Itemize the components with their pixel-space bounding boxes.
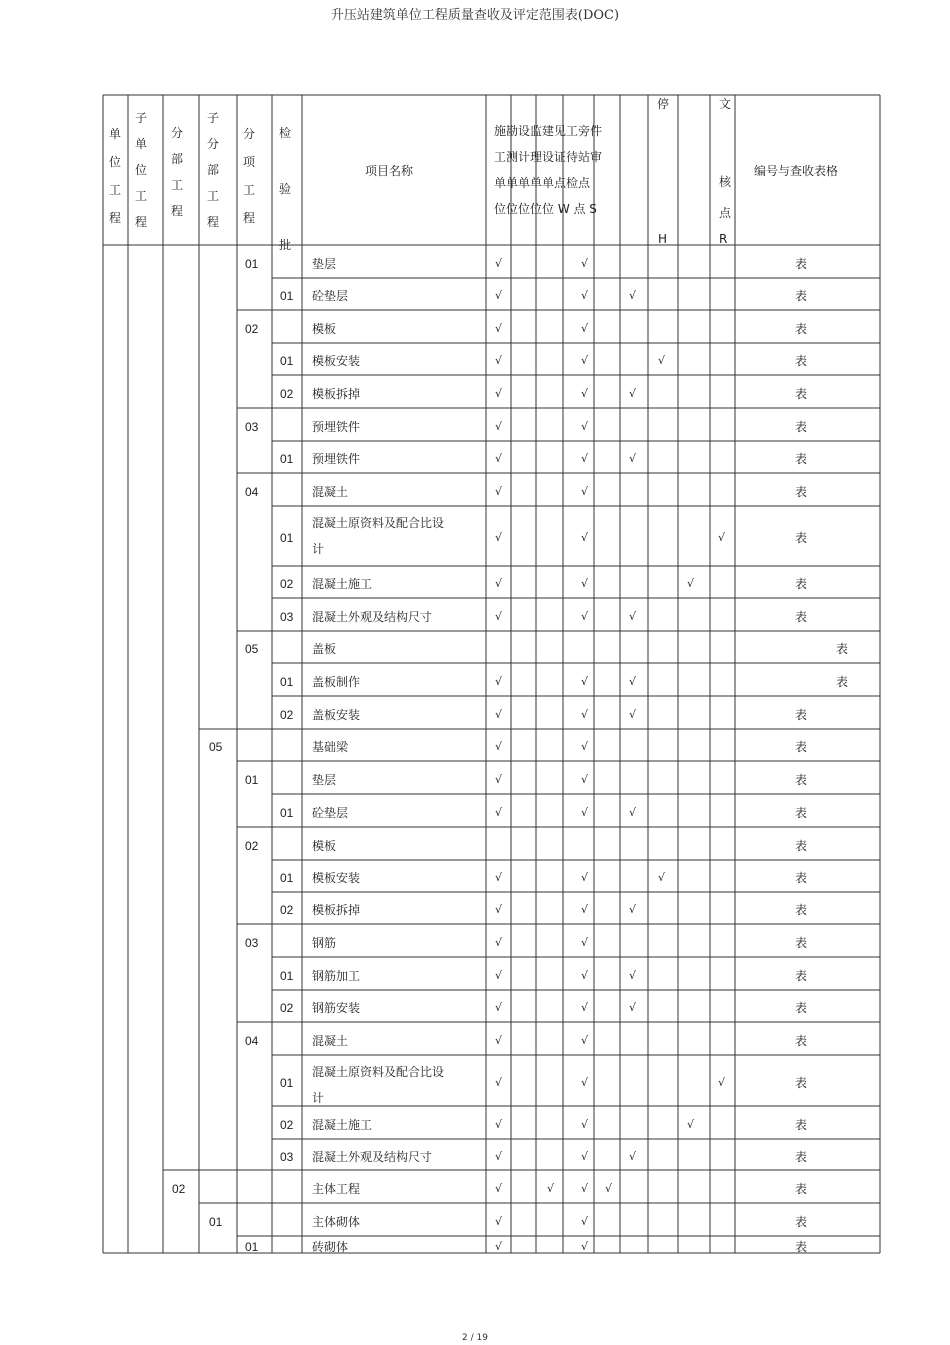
check-mark: √ [658, 354, 666, 367]
check-mark: √ [495, 484, 503, 498]
inspection-lot-code: 02 [280, 707, 294, 722]
header-sub-unit-project: 子单位工程 [134, 111, 147, 229]
form-ref: 表 [795, 419, 808, 434]
check-mark: √ [581, 354, 589, 367]
check-mark: √ [629, 1149, 637, 1163]
item-name: 盖板制作 [312, 674, 361, 689]
check-mark: √ [495, 707, 503, 721]
form-ref: 表 [795, 1239, 808, 1254]
item-name: 砼垫层 [312, 289, 349, 303]
header-parties-line4: 位位位位位 W 点 S [494, 202, 597, 216]
check-mark: √ [581, 674, 589, 688]
header-form: 编号与查收表格 [754, 164, 839, 178]
check-mark: √ [629, 903, 637, 916]
item-code: 04 [245, 1033, 259, 1048]
check-mark: √ [629, 452, 637, 465]
form-ref: 表 [795, 609, 808, 624]
header-inspection-lot: 检验批 [278, 126, 291, 252]
item-code: 05 [245, 642, 259, 656]
check-mark: √ [495, 805, 503, 819]
check-mark: √ [581, 1214, 589, 1228]
form-ref: 表 [836, 674, 849, 689]
inspection-lot-code: 01 [280, 289, 294, 303]
check-mark: √ [581, 772, 589, 786]
check-mark: √ [495, 1239, 503, 1253]
check-mark: √ [629, 386, 637, 400]
inspection-lot-code: 03 [280, 609, 294, 624]
form-ref: 表 [795, 772, 808, 787]
header-item: 分项工程 [242, 127, 255, 225]
check-mark: √ [718, 531, 726, 544]
header-unit-project: 单位工程 [108, 127, 121, 225]
check-mark: √ [495, 1181, 503, 1195]
check-mark: √ [495, 419, 503, 433]
item-name: 混凝土原资料及配合比设 [312, 516, 445, 530]
inspection-lot-code: 02 [280, 1001, 294, 1015]
header-parties-line2: 工测计理设证待站审 [494, 150, 603, 164]
item-name: 砼垫层 [312, 805, 349, 820]
check-mark: √ [581, 531, 589, 544]
form-ref: 表 [795, 1117, 808, 1132]
inspection-lot-code: 02 [280, 1117, 294, 1132]
check-mark: √ [581, 609, 589, 623]
form-ref: 表 [795, 354, 808, 368]
item-name: 混凝土 [312, 484, 349, 499]
item-name: 主体砌体 [312, 1214, 361, 1229]
form-ref: 表 [795, 1214, 808, 1229]
check-mark: √ [495, 1033, 503, 1047]
header-doc-review-bottom: R [719, 232, 728, 246]
check-mark: √ [629, 289, 637, 302]
item-code: 03 [245, 419, 259, 434]
form-ref: 表 [795, 871, 808, 885]
check-mark: √ [687, 1117, 695, 1131]
item-code: 03 [245, 935, 259, 950]
check-mark: √ [581, 386, 589, 400]
inspection-lot-code: 02 [280, 577, 294, 591]
check-mark: √ [581, 419, 589, 433]
item-name: 盖板 [312, 642, 337, 656]
item-name: 模板安装 [312, 354, 361, 368]
division-code: 02 [172, 1181, 186, 1196]
item-code: 01 [245, 1239, 259, 1254]
item-name: 混凝土外观及结构尺寸 [312, 609, 433, 624]
check-mark: √ [495, 609, 503, 623]
check-mark: √ [687, 577, 695, 590]
header-doc-review-mid1: 核 [719, 175, 732, 189]
check-mark: √ [581, 256, 589, 270]
form-ref: 表 [836, 642, 849, 656]
check-mark: √ [495, 1149, 503, 1163]
form-ref: 表 [795, 531, 808, 545]
item-name: 混凝土施工 [312, 1117, 373, 1132]
form-ref: 表 [795, 903, 808, 917]
item-name: 混凝土外观及结构尺寸 [312, 1149, 433, 1164]
check-mark: √ [495, 289, 503, 302]
item-name: 主体工程 [312, 1181, 361, 1196]
check-mark: √ [629, 805, 637, 819]
inspection-lot-code: 02 [280, 903, 294, 917]
header-parties-line3: 单单单单单点检点 [494, 176, 591, 190]
check-mark: √ [495, 674, 503, 688]
header-parties-line1: 施勘设监建见工旁件 [494, 124, 603, 138]
form-ref: 表 [795, 1149, 808, 1164]
check-mark: √ [495, 256, 503, 270]
check-mark: √ [495, 321, 503, 335]
check-mark: √ [629, 1001, 637, 1014]
form-ref: 表 [795, 577, 808, 591]
check-mark: √ [581, 871, 589, 884]
check-mark: √ [495, 1117, 503, 1131]
check-mark: √ [718, 1075, 726, 1089]
header-doc-review-top: 文 [719, 97, 732, 111]
check-mark: √ [495, 354, 503, 367]
check-mark: √ [495, 740, 503, 753]
check-mark: √ [581, 1075, 589, 1089]
inspection-lot-code: 01 [280, 1075, 294, 1090]
header-item-name: 项目名称 [365, 164, 414, 178]
form-ref: 表 [795, 321, 808, 336]
form-ref: 表 [795, 484, 808, 499]
header-division: 分部工程 [170, 126, 183, 218]
item-name: 砖砌体 [312, 1239, 349, 1254]
check-mark: √ [581, 805, 589, 819]
inspection-lot-code: 01 [280, 805, 294, 820]
check-mark: √ [581, 577, 589, 590]
check-mark: √ [495, 903, 503, 916]
item-name: 混凝土 [312, 1033, 349, 1048]
check-mark: √ [581, 1181, 589, 1195]
header-stop-point-bottom: H [658, 232, 668, 246]
check-mark: √ [495, 1214, 503, 1228]
header-sub-division: 子分部工程 [206, 111, 219, 229]
item-name: 钢筋加工 [312, 968, 361, 983]
item-name: 预埋铁件 [312, 419, 361, 434]
check-mark: √ [495, 386, 503, 400]
page-title: 升压站建筑单位工程质量查收及评定范围表(DOC) [330, 8, 620, 23]
form-ref: 表 [795, 805, 808, 820]
check-mark: √ [629, 609, 637, 623]
header-stop-point-top: 停 [657, 97, 670, 111]
item-name: 预埋铁件 [312, 452, 361, 466]
check-mark: √ [495, 871, 503, 884]
item-name: 混凝土原资料及配合比设 [312, 1065, 445, 1079]
check-mark: √ [581, 903, 589, 916]
check-mark: √ [581, 1001, 589, 1014]
item-code: 04 [245, 484, 259, 499]
check-mark: √ [495, 452, 503, 465]
check-mark: √ [581, 452, 589, 465]
check-mark: √ [581, 935, 589, 949]
item-name: 基础梁 [312, 740, 349, 754]
check-mark: √ [581, 484, 589, 498]
check-mark: √ [581, 1239, 589, 1253]
inspection-lot-code: 01 [280, 354, 294, 368]
item-name-cont: 计 [312, 1091, 325, 1105]
form-ref: 表 [795, 1075, 808, 1090]
check-mark: √ [495, 935, 503, 949]
item-name: 钢筋安装 [312, 1001, 361, 1015]
inspection-lot-code: 03 [280, 1149, 294, 1164]
check-mark: √ [581, 1033, 589, 1047]
inspection-lot-code: 01 [280, 968, 294, 983]
check-mark: √ [629, 707, 637, 721]
item-code: 01 [245, 256, 259, 271]
form-ref: 表 [795, 935, 808, 950]
check-mark: √ [581, 740, 589, 753]
inspection-lot-code: 01 [280, 871, 294, 885]
check-mark: √ [495, 968, 503, 982]
check-mark: √ [581, 321, 589, 335]
check-mark: √ [581, 968, 589, 982]
check-mark: √ [547, 1181, 555, 1195]
inspection-lot-code: 01 [280, 674, 294, 689]
check-mark: √ [581, 707, 589, 721]
item-code: 02 [245, 321, 259, 336]
check-mark: √ [495, 577, 503, 590]
form-ref: 表 [795, 707, 808, 722]
check-mark: √ [605, 1181, 613, 1195]
check-mark: √ [495, 772, 503, 786]
item-name: 混凝土施工 [312, 577, 373, 591]
item-code: 01 [245, 772, 259, 787]
item-name: 垫层 [312, 772, 337, 787]
form-ref: 表 [795, 1181, 808, 1196]
item-name: 模板 [312, 321, 337, 336]
form-ref: 表 [795, 452, 808, 466]
form-ref: 表 [795, 740, 808, 754]
check-mark: √ [629, 968, 637, 982]
header-doc-review-mid2: 点 [719, 206, 732, 220]
sub-division-code: 05 [209, 740, 223, 754]
form-ref: 表 [795, 838, 808, 853]
item-name: 模板 [312, 838, 337, 853]
inspection-lot-code: 01 [280, 531, 294, 545]
item-code: 02 [245, 838, 259, 853]
item-name: 垫层 [312, 256, 337, 271]
form-ref: 表 [795, 256, 808, 271]
item-name: 模板拆掉 [312, 903, 361, 917]
page-number: 2 / 19 [462, 1333, 488, 1343]
form-ref: 表 [795, 1001, 808, 1015]
item-name: 模板拆掉 [312, 386, 361, 401]
check-mark: √ [629, 674, 637, 688]
check-mark: √ [581, 1117, 589, 1131]
check-mark: √ [495, 1001, 503, 1014]
item-name: 模板安装 [312, 871, 361, 885]
item-name-cont: 计 [312, 542, 325, 556]
inspection-lot-code: 01 [280, 452, 294, 466]
form-ref: 表 [795, 386, 808, 401]
form-ref: 表 [795, 968, 808, 983]
form-ref: 表 [795, 1033, 808, 1048]
sub-division-code: 01 [209, 1214, 223, 1229]
inspection-lot-code: 02 [280, 386, 294, 401]
check-mark: √ [658, 871, 666, 884]
check-mark: √ [495, 1075, 503, 1089]
form-ref: 表 [795, 289, 808, 303]
check-mark: √ [581, 1149, 589, 1163]
item-name: 钢筋 [312, 935, 337, 950]
check-mark: √ [581, 289, 589, 302]
item-name: 盖板安装 [312, 707, 361, 722]
check-mark: √ [495, 531, 503, 544]
